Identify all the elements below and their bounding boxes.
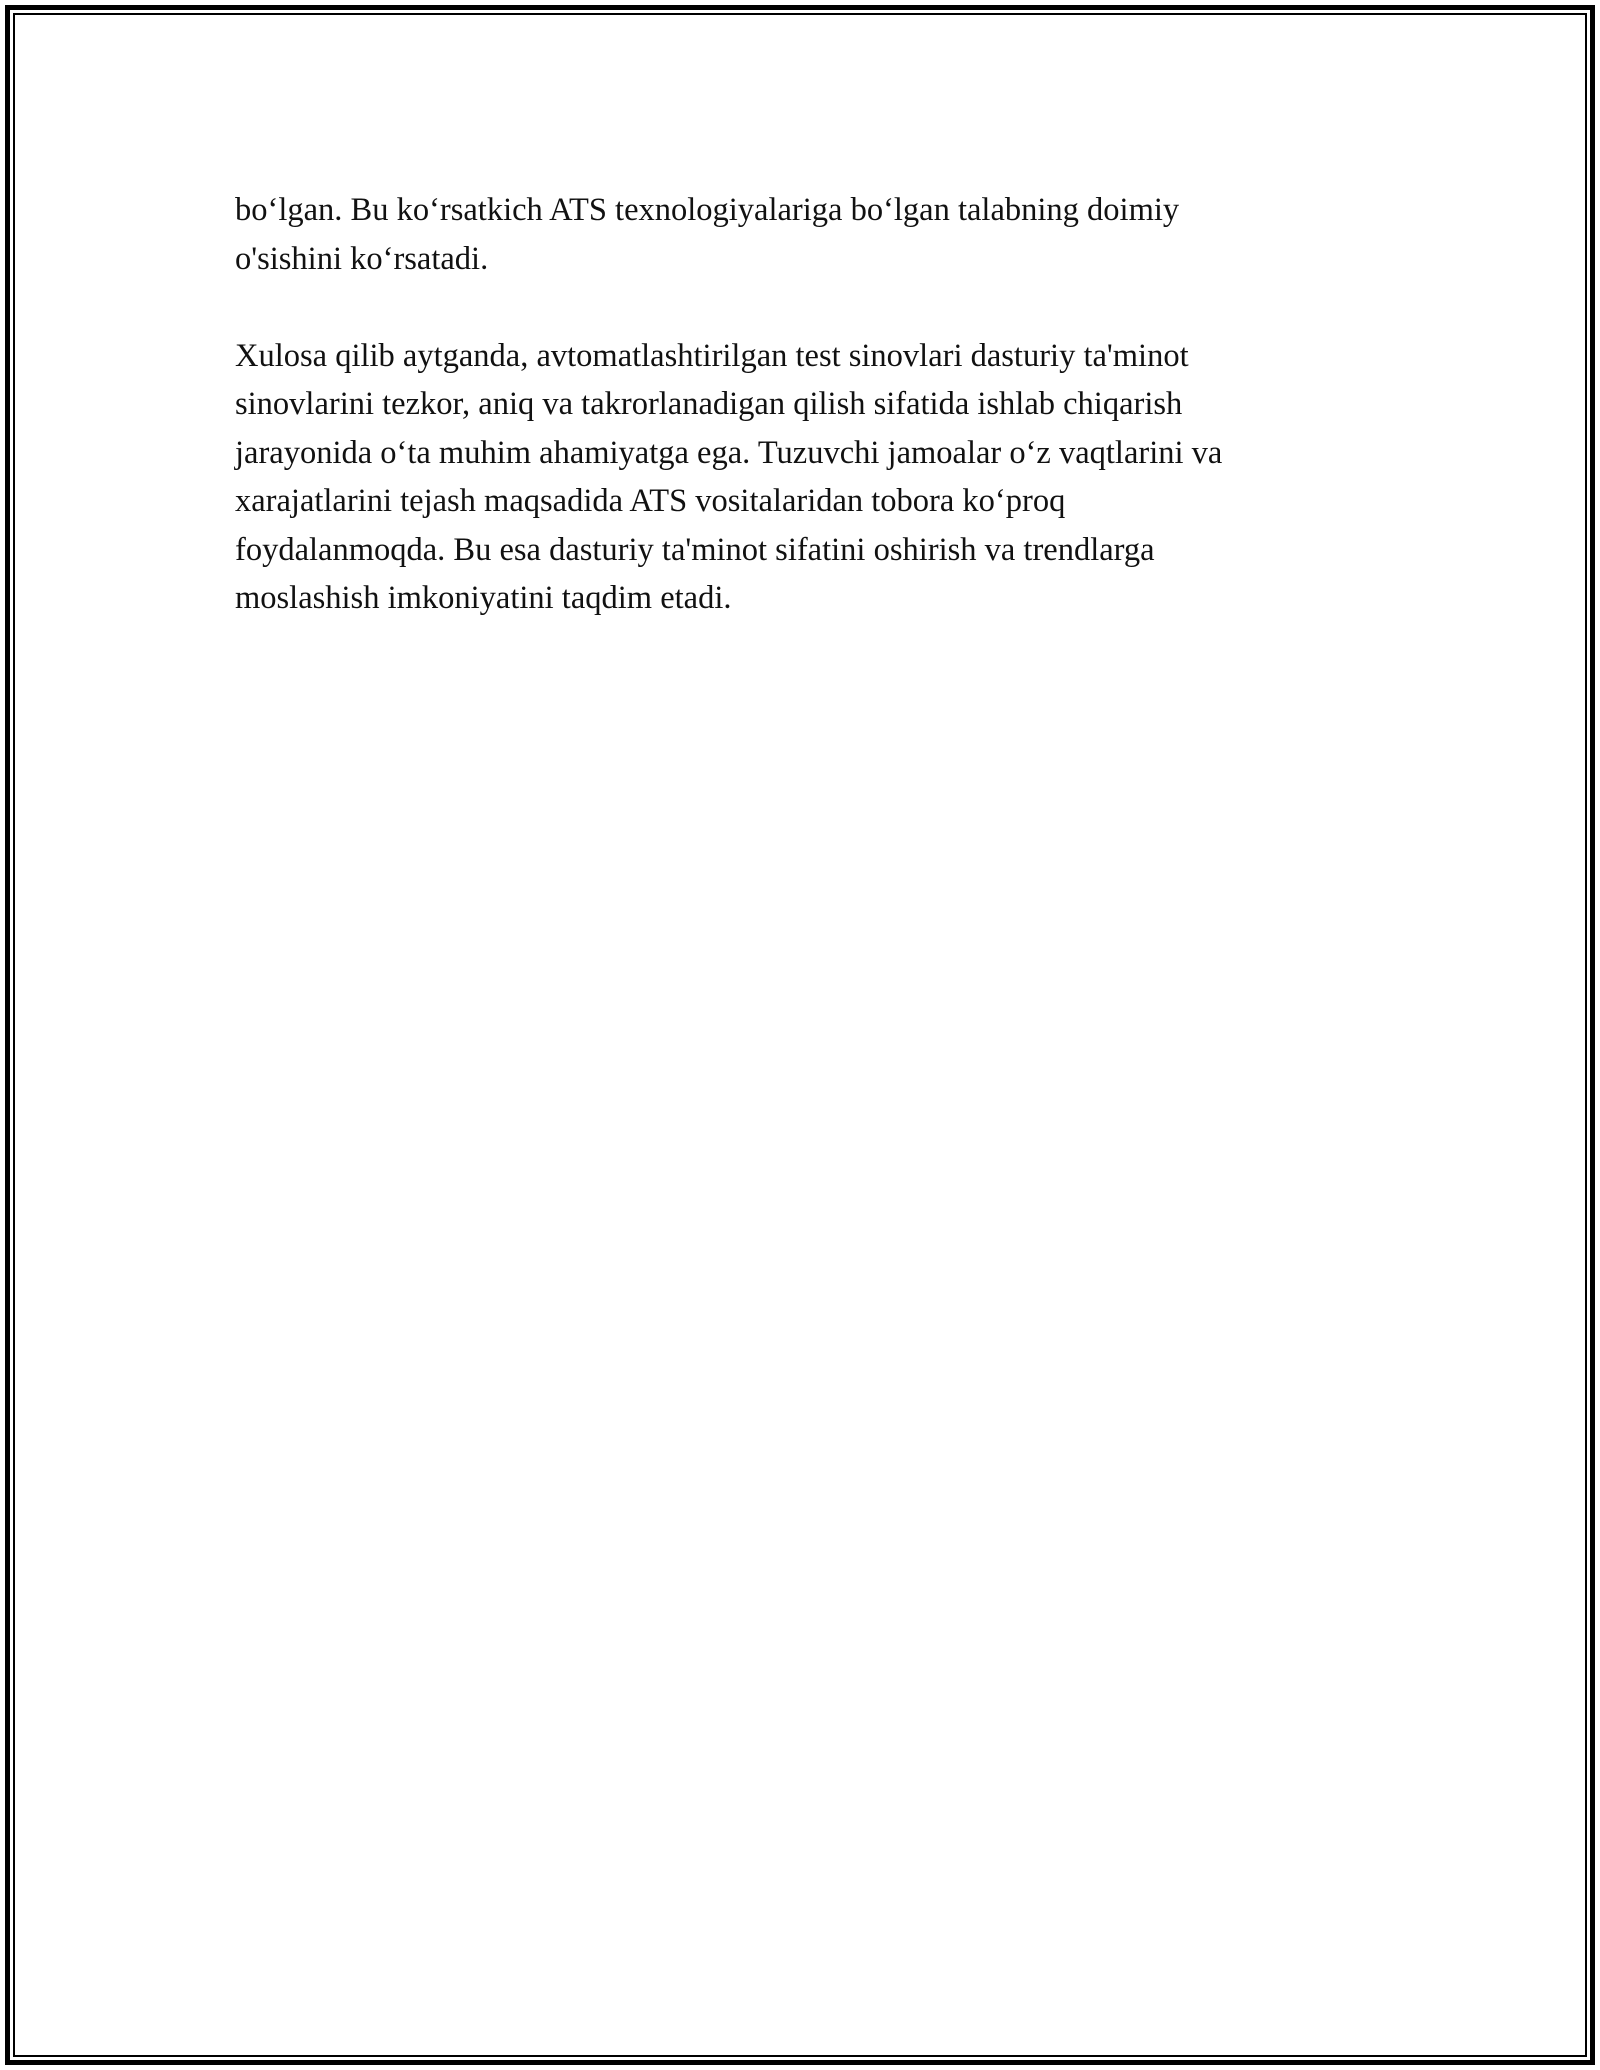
paragraph-continuation: bo‘lgan. Bu ko‘rsatkich ATS texnologiyalariga bo‘lgan talabning doimiy o'sishini ko‘rsatadi. xyxy=(235,192,1180,277)
paragraph-conclusion: Xulosa qilib aytganda, avtomatlashtirilgan test sinovlari dasturiy ta'minot sinovlarini tezkor, aniq va takrorlanadigan qilish sifatida ishlab chiqarish jarayonida o‘ta muhim ahamiyatga ega. Tuzuvchi jamoalar o‘z vaqtlarini va xarajatlarini tejash maqsadida ATS vositalaridan tobora ko‘proq foydalanmoqda. Bu esa dasturiy ta'minot sifatini oshirish va trendlarga moslashish imkoniyatini taqdim etadi. xyxy=(235,337,1223,616)
document-body xyxy=(235,186,1375,623)
